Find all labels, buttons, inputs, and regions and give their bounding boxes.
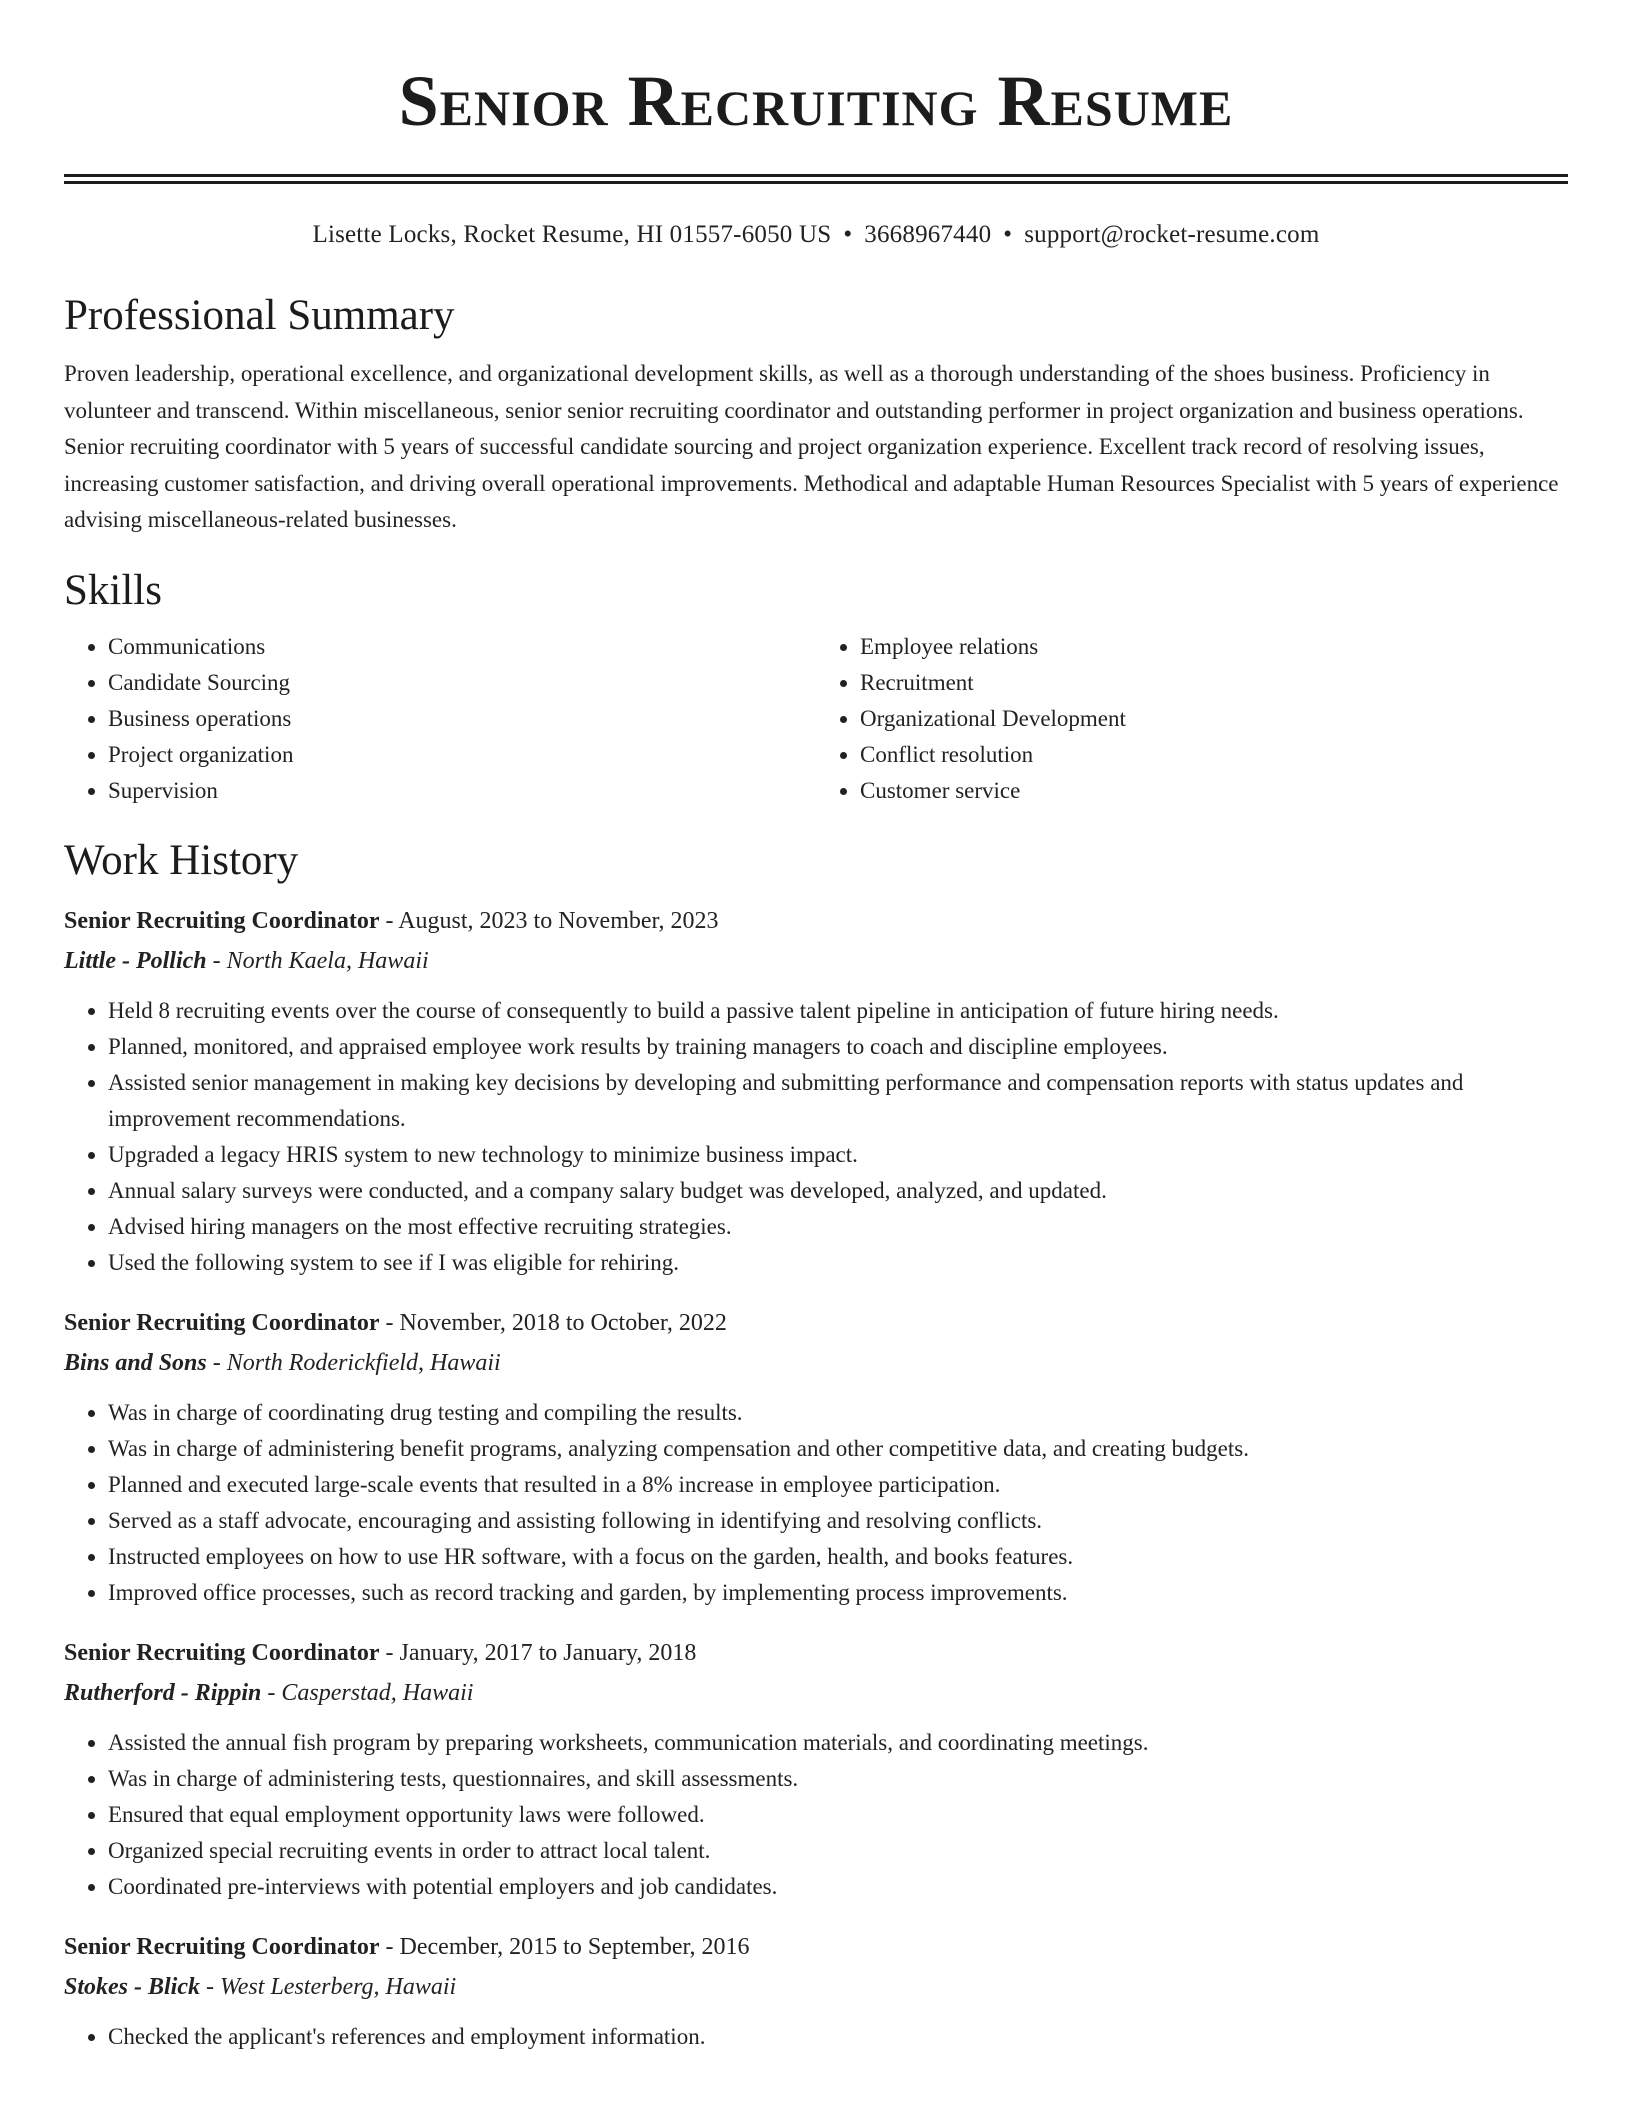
resume-title: Senior Recruiting Resume [398,61,1234,141]
job-dates: - January, 2017 to January, 2018 [379,1639,697,1666]
company-location: - North Roderickfield, Hawaii [206,1349,501,1376]
job-entry [64,1927,1568,2055]
contact-phone: 3668967440 [864,221,992,248]
company-line [64,1343,1568,1383]
duty-item: • Instructed employees on how to use HR software, with a focus on the garden, health, and books features. [108,1539,1568,1575]
duty-item: • Coordinated pre-interviews with potential employers and job candidates. [108,1869,1568,1905]
duty-item: • Advised hiring managers on the most effective recruiting strategies. [108,1209,1568,1245]
company-name: Little - Pollich [64,947,207,974]
skill-item: • Communications [108,629,816,665]
skill-item: • Employee relations [860,629,1568,665]
duty-list [64,1725,1568,1905]
duty-list [64,2019,1568,2055]
skill-item: • Supervision [108,773,816,809]
skill-item: • Business operations [108,701,816,737]
duty-item: • Ensured that equal employment opportunity laws were followed. [108,1797,1568,1833]
job-dates: - December, 2015 to September, 2016 [379,1933,750,1960]
job-dates: - November, 2018 to October, 2022 [379,1309,727,1336]
summary-heading: Professional Summary [64,292,455,339]
company-name: Bins and Sons [64,1349,207,1376]
duty-item: • Organized special recruiting events in order to attract local talent. [108,1833,1568,1869]
company-line [64,1673,1568,1713]
skill-item: • Customer service [860,773,1568,809]
duty-item: • Assisted the annual fish program by preparing worksheets, communication materials, and coordinating meetings. [108,1725,1568,1761]
job-title: Senior Recruiting Coordinator [64,1309,380,1336]
contact-separator: • [843,221,853,248]
skill-item: • Conflict resolution [860,737,1568,773]
duty-item: • Assisted senior management in making key decisions by developing and submitting performance and compensation reports with status updates and improvement recommendations. [108,1065,1568,1137]
company-location: - Casperstad, Hawaii [261,1679,474,1706]
duty-item: • Annual salary surveys were conducted, and a company salary budget was developed, analyzed, and updated. [108,1173,1568,1209]
duty-list [64,1395,1568,1611]
skills-column-right [816,629,1568,809]
duty-item: • Improved office processes, such as record tracking and garden, by implementing process improvements. [108,1575,1568,1611]
duty-item: • Upgraded a legacy HRIS system to new technology to minimize business impact. [108,1137,1568,1173]
duty-item: • Was in charge of administering benefit programs, analyzing compensation and other competitive data, and creating budgets. [108,1431,1568,1467]
company-location: - North Kaela, Hawaii [206,947,429,974]
company-name: Rutherford - Rippin [64,1679,262,1706]
company-line [64,1967,1568,2007]
contact-line [64,218,1568,252]
duty-item: • Planned, monitored, and appraised employee work results by training managers to coach and discipline employees. [108,1029,1568,1065]
skill-item: • Organizational Development [860,701,1568,737]
contact-email[interactable]: support@rocket-resume.com [1024,221,1320,248]
duty-item: • Checked the applicant's references and employment information. [108,2019,1568,2055]
contact-address: Lisette Locks, Rocket Resume, HI 01557-6050 US [312,221,832,248]
job-entry [64,901,1568,1281]
skills-list [64,629,1568,809]
job-title: Senior Recruiting Coordinator [64,1639,380,1666]
title-divider [64,174,1568,184]
company-name: Stokes - Blick [64,1973,200,2000]
skills-column-left [64,629,816,809]
job-dates: - August, 2023 to November, 2023 [379,907,719,934]
work-history-heading: Work History [64,836,299,884]
skills-heading: Skills [64,566,162,614]
job-title: Senior Recruiting Coordinator [64,907,380,934]
company-location: - West Lesterberg, Hawaii [200,1973,457,2000]
duty-item: • Served as a staff advocate, encouraging and assisting following in identifying and resolving conflicts. [108,1503,1568,1539]
duty-item: • Used the following system to see if I was eligible for rehiring. [108,1245,1568,1281]
duty-item: • Held 8 recruiting events over the course of consequently to build a passive talent pipeline in anticipation of future hiring needs. [108,993,1568,1029]
duty-list [64,993,1568,1281]
contact-separator: • [1003,221,1013,248]
job-entry [64,1633,1568,1905]
duty-item: • Was in charge of administering tests, questionnaires, and skill assessments. [108,1761,1568,1797]
job-entry [64,1303,1568,1611]
skill-item: • Recruitment [860,665,1568,701]
job-title-line [64,1303,1568,1343]
duty-item: • Planned and executed large-scale events that resulted in a 8% increase in employee participation. [108,1467,1568,1503]
duty-item: • Was in charge of coordinating drug testing and compiling the results. [108,1395,1568,1431]
skill-item: • Candidate Sourcing [108,665,816,701]
company-line [64,941,1568,981]
job-title-line [64,1633,1568,1673]
job-title-line [64,901,1568,941]
summary-text: Proven leadership, operational excellence, and organizational development skills, as well as a thorough understanding of the shoes business. Proficiency in volunteer and transcend. Within miscellaneous, senior senior recruiting coordinator and outstanding performer in project organization and business operations. Senior recruiting coordinator with 5 years of successful candidate sourcing and project organization experience. Excellent track record of resolving issues, increasing customer satisfaction, and driving overall operational improvements. Methodical and adaptable Human Resources Specialist with 5 years of experience advising miscellaneous-related businesses. [64,361,1559,532]
job-title: Senior Recruiting Coordinator [64,1933,380,1960]
job-title-line [64,1927,1568,1967]
skill-item: • Project organization [108,737,816,773]
